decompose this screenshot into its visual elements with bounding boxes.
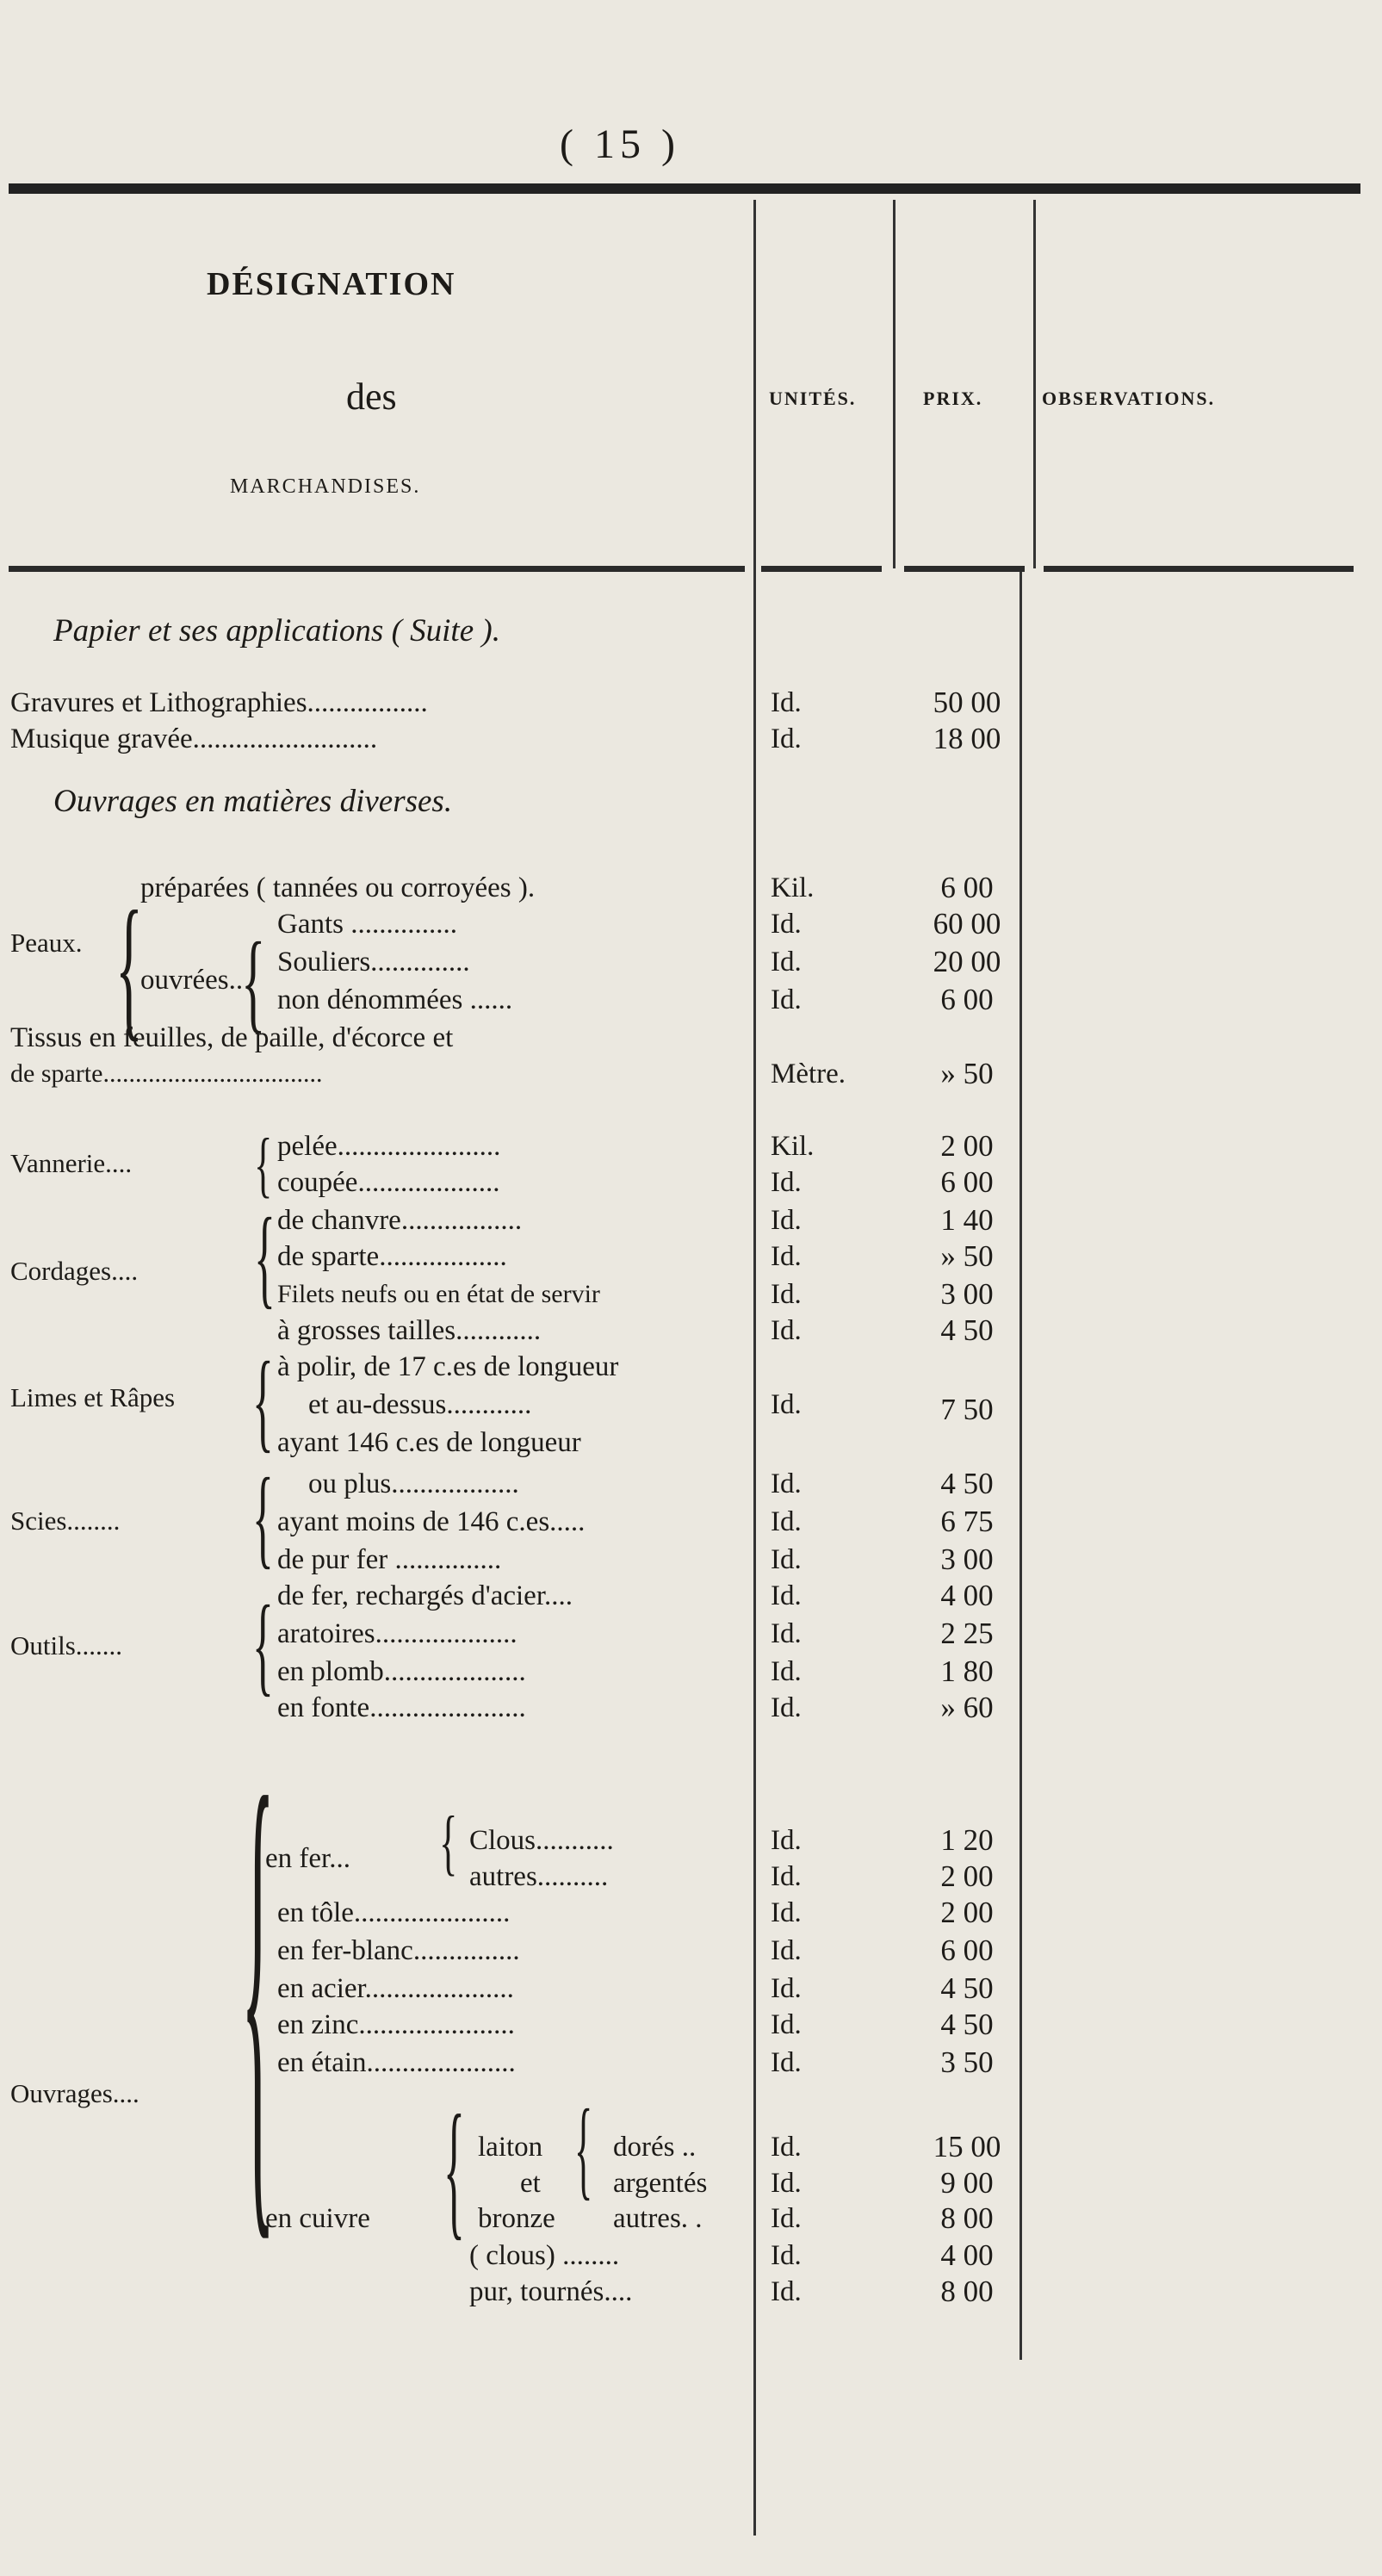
group-label-ouvrages: Ouvrages.... <box>10 2078 139 2108</box>
item-unit: Id. <box>771 2203 802 2234</box>
item-price: » 50 <box>940 1057 994 1090</box>
item-unit: Kil. <box>771 872 815 903</box>
item-unit: Id. <box>771 1973 802 2004</box>
item-label: ( clous) ........ <box>469 2240 620 2271</box>
item-price: 1 80 <box>940 1654 994 1688</box>
item-unit: Id. <box>771 1205 802 1236</box>
item-price: 3 50 <box>940 2045 994 2079</box>
header-des: des <box>346 376 397 418</box>
item-unit: Id. <box>771 2132 802 2163</box>
column-divider <box>1033 200 1036 568</box>
item-price: 3 00 <box>940 1542 994 1576</box>
page-number: ( 15 ) <box>560 121 680 167</box>
item-unit: Id. <box>771 2009 802 2040</box>
brace: { <box>252 1456 274 1580</box>
item-label: pur, tournés.... <box>469 2276 633 2307</box>
item-label: et au-dessus............ <box>308 1389 532 1420</box>
item-price: » 50 <box>940 1239 994 1273</box>
item-label: de sparte.................................. <box>10 1059 323 1088</box>
item-unit: Id. <box>771 1656 802 1687</box>
group-label-en-fer: en fer... <box>265 1843 350 1874</box>
item-label: en tôle...................... <box>277 1897 511 1928</box>
item-label: en acier..................... <box>277 1973 514 2004</box>
group-label-limes: Limes et Râpes <box>10 1382 176 1412</box>
header-prix: PRIX. <box>923 388 983 409</box>
item-unit: Id. <box>771 2276 802 2307</box>
section-title-ouvrages: Ouvrages en matières diverses. <box>53 784 453 819</box>
item-price: 6 00 <box>940 871 994 904</box>
group-label-outils: Outils....... <box>10 1630 123 1660</box>
group-label-vannerie: Vannerie.... <box>10 1148 133 1178</box>
item-unit: Id. <box>771 1167 802 1198</box>
group-label-et: et <box>520 2168 541 2199</box>
group-label-laiton: laiton <box>478 2132 543 2163</box>
item-label: Gants ............... <box>277 909 457 940</box>
brace: { <box>574 2088 593 2212</box>
item-price: » 60 <box>940 1691 994 1724</box>
item-price: 3 00 <box>940 1277 994 1311</box>
item-price: 6 00 <box>940 1934 994 1967</box>
header-rule <box>904 566 1025 572</box>
header-designation: DÉSIGNATION <box>207 266 456 302</box>
item-price: 15 00 <box>933 2130 1001 2163</box>
item-label: préparées ( tannées ou corroyées ). <box>140 872 536 903</box>
item-price: 4 50 <box>940 2008 994 2041</box>
item-unit: Id. <box>771 1897 802 1928</box>
item-price: 8 00 <box>940 2275 994 2308</box>
brace: { <box>241 1696 276 2290</box>
item-unit: Id. <box>771 723 802 754</box>
item-price: 8 00 <box>940 2201 994 2235</box>
item-label: ou plus.................. <box>308 1468 519 1499</box>
header-marchandises: MARCHANDISES. <box>230 475 421 498</box>
brace: { <box>254 1196 276 1320</box>
item-unit: Kil. <box>771 1131 815 1162</box>
item-unit: Id. <box>771 909 802 940</box>
item-label: Clous........... <box>469 1825 614 1856</box>
item-label: en plomb.................... <box>277 1656 526 1687</box>
top-rule <box>9 183 1360 194</box>
item-label: de sparte.................. <box>277 1241 507 1272</box>
item-label: Musique gravée.......................... <box>10 723 378 754</box>
item-price: 9 00 <box>940 2166 994 2200</box>
item-price: 2 25 <box>940 1617 994 1650</box>
item-label: ayant 146 c.es de longueur <box>277 1427 581 1458</box>
section-title-papier: Papier et ses applications ( Suite ). <box>53 613 500 649</box>
brace: { <box>252 1340 274 1464</box>
item-price: 50 00 <box>933 686 1001 719</box>
item-price: 2 00 <box>940 1129 994 1163</box>
item-label: autres.......... <box>469 1861 609 1892</box>
header-observations: OBSERVATIONS. <box>1042 388 1216 409</box>
brace: { <box>252 1584 274 1708</box>
brace: { <box>254 1124 273 1206</box>
item-unit: Id. <box>771 687 802 718</box>
header-rule <box>1044 566 1354 572</box>
item-label: Souliers.............. <box>277 947 470 978</box>
item-unit: Id. <box>771 1825 802 1856</box>
item-label: en fonte...................... <box>277 1692 526 1723</box>
item-unit: Mètre. <box>771 1058 846 1089</box>
item-label: pelée....................... <box>277 1131 501 1162</box>
item-label: de pur fer ............... <box>277 1544 502 1575</box>
item-price: 6 00 <box>940 1165 994 1199</box>
item-label: coupée.................... <box>277 1167 500 1198</box>
item-price: 2 00 <box>940 1859 994 1893</box>
group-label-scies: Scies........ <box>10 1505 121 1536</box>
item-label: ayant moins de 146 c.es..... <box>277 1506 586 1537</box>
group-label-en-cuivre: en cuivre <box>265 2203 370 2234</box>
item-unit: Id. <box>771 1506 802 1537</box>
item-price: 4 00 <box>940 1579 994 1612</box>
item-price: 1 20 <box>940 1823 994 1857</box>
item-price: 2 00 <box>940 1896 994 1929</box>
brace: { <box>443 2085 465 2256</box>
item-price: 4 50 <box>940 1313 994 1347</box>
item-unit: Id. <box>771 2168 802 2199</box>
item-unit: Id. <box>771 1241 802 1272</box>
item-label: autres. . <box>613 2203 703 2234</box>
item-label: dorés .. <box>613 2132 697 2163</box>
item-label: aratoires.................... <box>277 1618 517 1649</box>
column-divider <box>893 200 896 568</box>
item-label: de chanvre................. <box>277 1205 523 1236</box>
item-unit: Id. <box>771 1618 802 1649</box>
item-unit: Id. <box>771 984 802 1015</box>
item-label: en fer-blanc............... <box>277 1935 520 1966</box>
item-label: de fer, rechargés d'acier.... <box>277 1580 573 1611</box>
header-rule <box>761 566 882 572</box>
item-price: 60 00 <box>933 907 1001 940</box>
item-label: Filets neufs ou en état de servir <box>277 1280 600 1308</box>
item-unit: Id. <box>771 2240 802 2271</box>
item-unit: Id. <box>771 1315 802 1346</box>
group-label-cordages: Cordages.... <box>10 1256 139 1286</box>
item-price: 20 00 <box>933 945 1001 978</box>
group-label-peaux: Peaux. <box>10 928 83 958</box>
brace: { <box>439 1802 458 1884</box>
item-unit: Id. <box>771 1468 802 1499</box>
item-unit: Id. <box>771 1389 802 1420</box>
item-label: à grosses tailles............ <box>277 1315 542 1346</box>
item-price: 6 00 <box>940 983 994 1016</box>
item-price: 18 00 <box>933 722 1001 755</box>
item-price: 4 50 <box>940 1971 994 2005</box>
item-unit: Id. <box>771 1279 802 1310</box>
item-label: Tissus en feuilles, de paille, d'écorce et <box>10 1022 454 1053</box>
item-label: en zinc...................... <box>277 2009 515 2040</box>
item-unit: Id. <box>771 1580 802 1611</box>
item-unit: Id. <box>771 947 802 978</box>
item-price: 4 50 <box>940 1467 994 1500</box>
item-unit: Id. <box>771 1692 802 1723</box>
column-divider <box>1019 570 1022 2360</box>
group-label-bronze: bronze <box>478 2203 555 2234</box>
item-unit: Id. <box>771 1861 802 1892</box>
brace: { <box>115 880 143 1057</box>
item-label: à polir, de 17 c.es de longueur <box>277 1351 619 1382</box>
item-price: 6 75 <box>940 1505 994 1538</box>
item-label: argentés <box>613 2168 708 2199</box>
item-price: 1 40 <box>940 1203 994 1237</box>
header-rule <box>9 566 745 572</box>
column-divider <box>753 200 756 2536</box>
item-unit: Id. <box>771 2047 802 2078</box>
item-price: 4 00 <box>940 2238 994 2272</box>
brace: { <box>241 921 266 1045</box>
item-label: en étain..................... <box>277 2047 516 2078</box>
header-unites: UNITÉS. <box>769 388 857 409</box>
group-label-ouvrees: ouvrées.. <box>140 965 244 996</box>
item-unit: Id. <box>771 1544 802 1575</box>
item-price: 7 50 <box>940 1393 994 1426</box>
item-unit: Id. <box>771 1935 802 1966</box>
item-label: Gravures et Lithographies................. <box>10 687 428 718</box>
item-label: non dénommées ...... <box>277 984 513 1015</box>
